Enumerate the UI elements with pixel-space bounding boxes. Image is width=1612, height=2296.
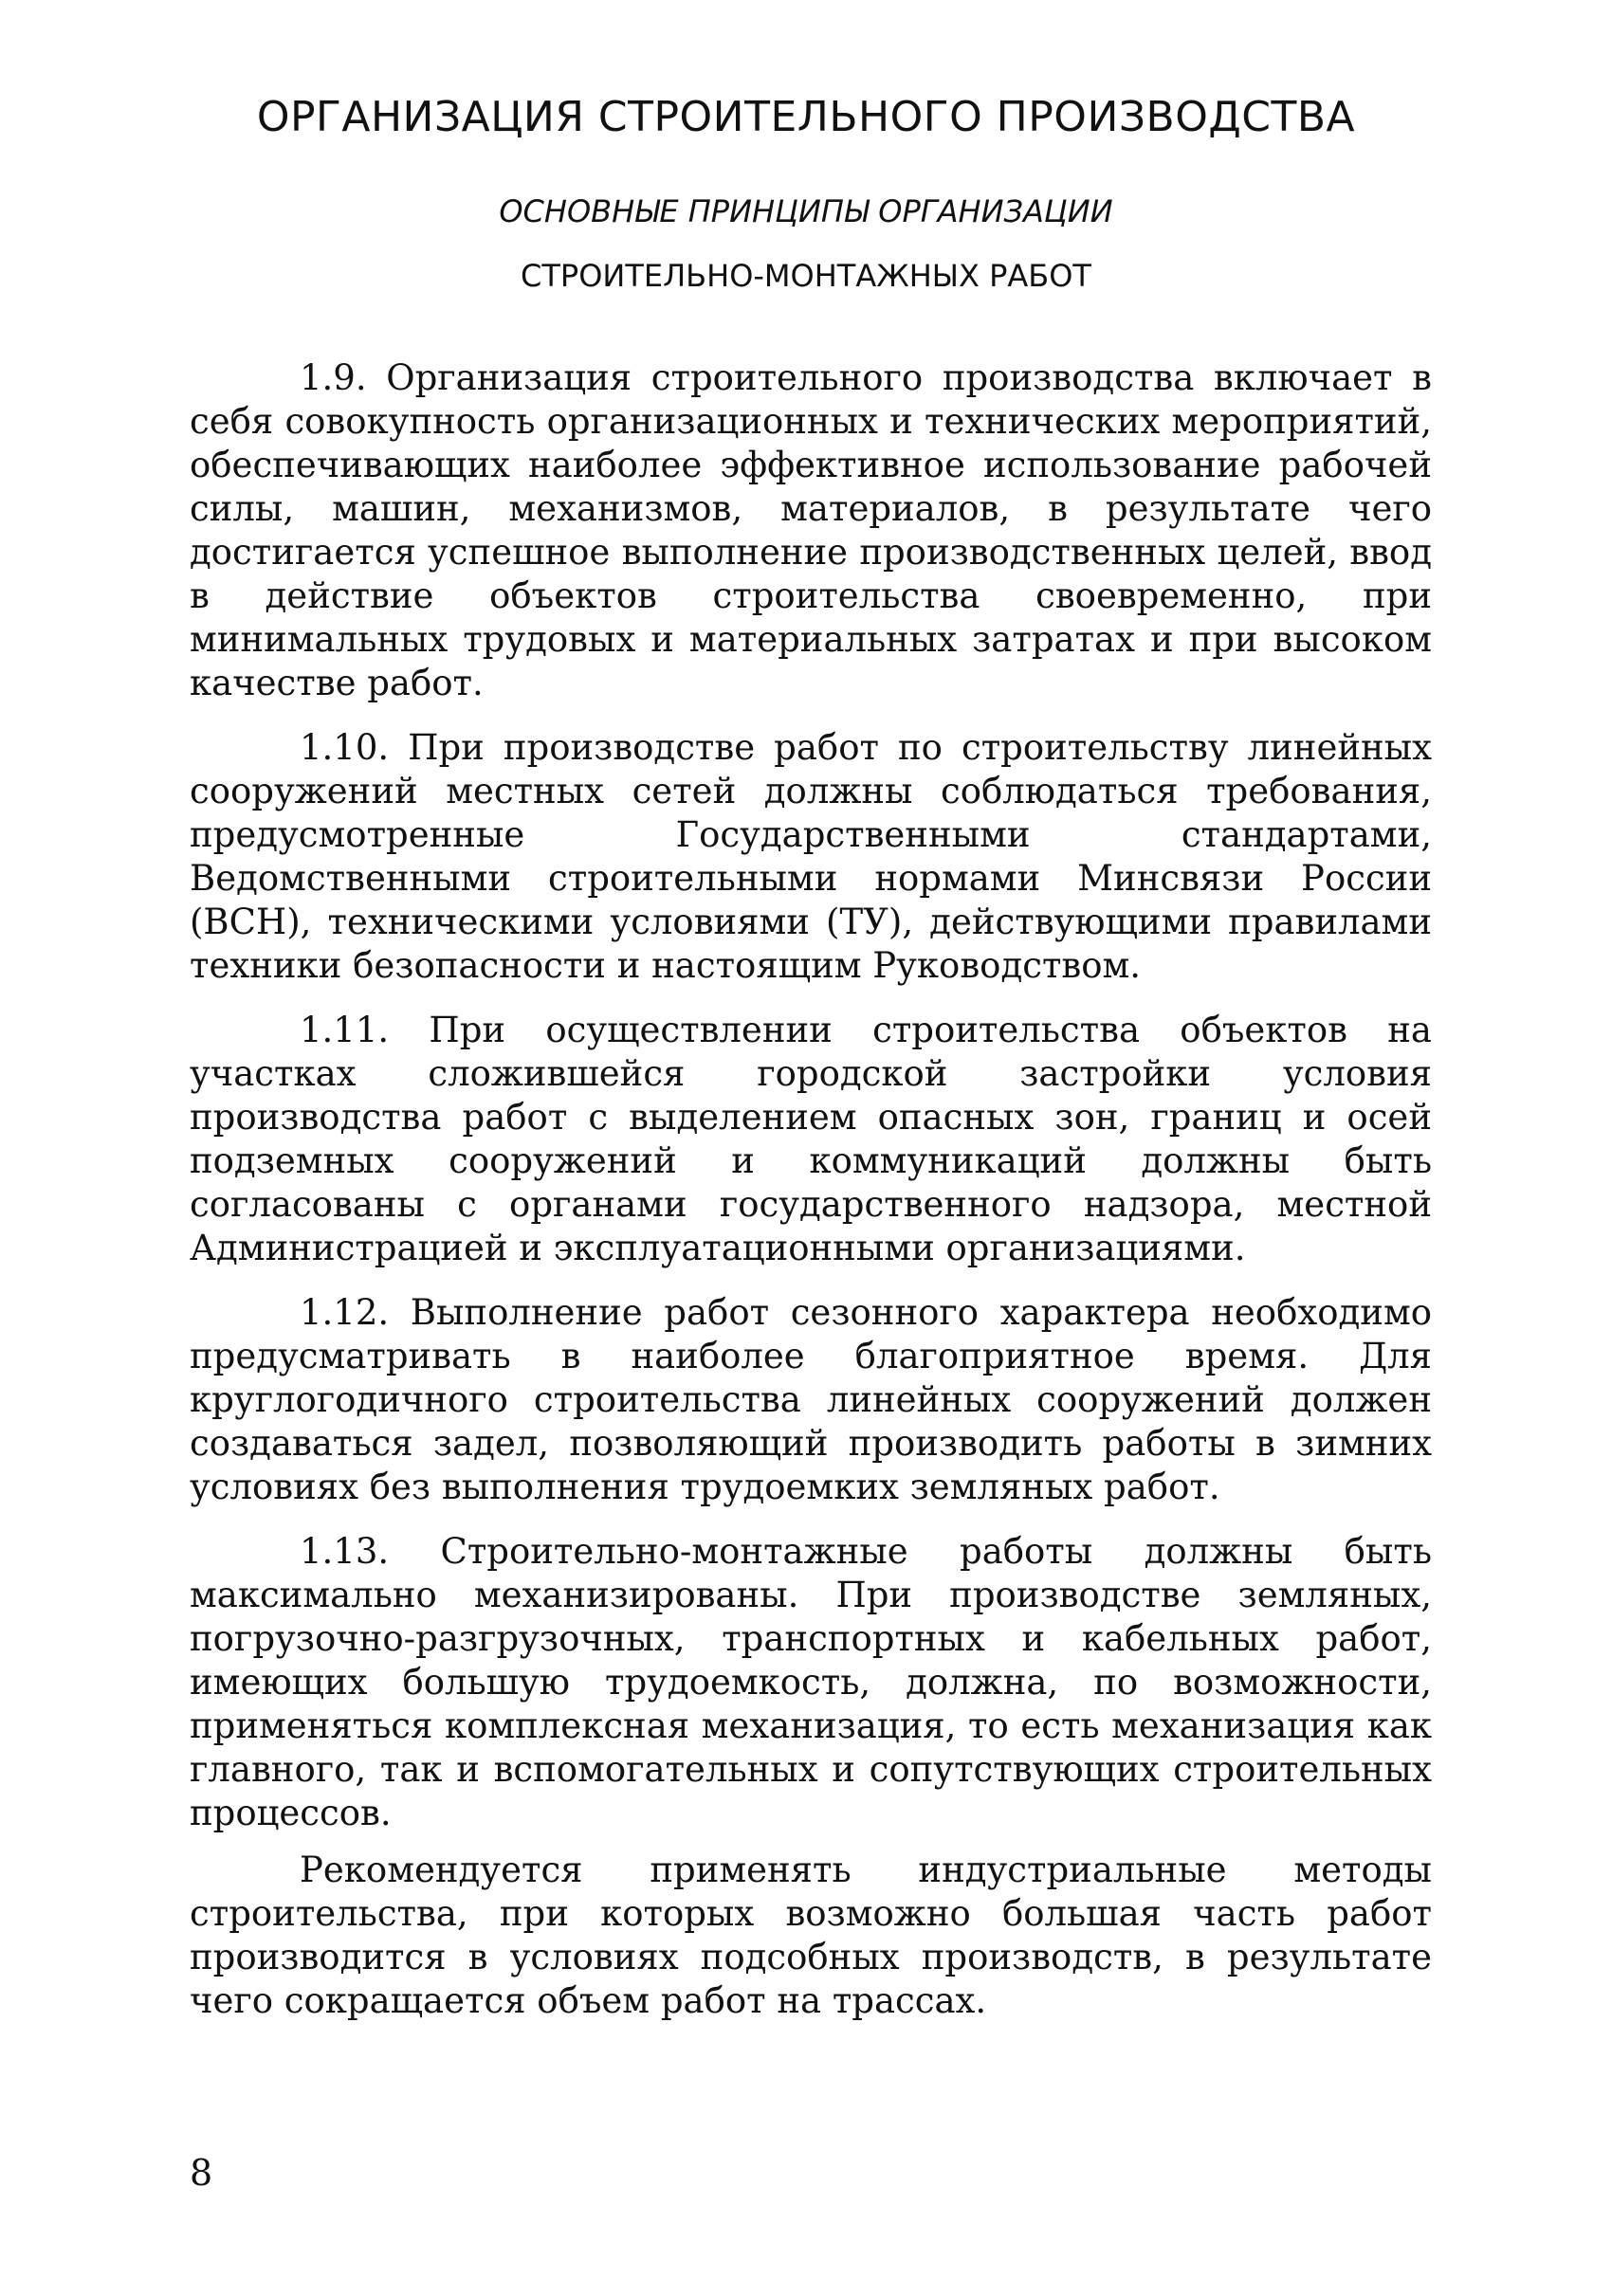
- page-title: ОРГАНИЗАЦИЯ СТРОИТЕЛЬНОГО ПРОИЗВОДСТВА: [256, 93, 1356, 141]
- paragraph-1-12: 1.12. Выполнение работ сезонного характера необходимо предусматривать в наиболее благоприятное время. Для круглогодичного строительства линейных сооружений должен создаваться задел, позволяющий производить работы в зимних условиях без выполнения трудоемких земляных работ.: [190, 1292, 1432, 1507]
- page-number: 8: [190, 2152, 213, 2194]
- paragraph-1-11: 1.11. При осуществлении строительства объектов на участках сложившейся городской застройки условия производства работ с выделением опасных зон, границ и осей подземных сооружений и коммуникаций должны быть согласованы с органами государственного надзора, местной Администрацией и эксплуатационными организациями.: [190, 1010, 1432, 1268]
- paragraph-1-10: 1.10. При производстве работ по строительству линейных сооружений местных сетей должны соблюдаться требования, предусмотренные Государственными стандартами, Ведомственными строительными нормами Минсвязи России (ВСН), техническими условиями (ТУ), действующими правилами техники безопасности и настоящим Руководством.: [190, 727, 1432, 986]
- section-subtitle-line-2: СТРОИТЕЛЬНО-МОНТАЖНЫХ РАБОТ: [521, 258, 1091, 294]
- document-body: [190, 356, 1432, 2044]
- section-subtitle-line-1: ОСНОВНЫЕ ПРИНЦИПЫ ОРГАНИЗАЦИИ: [499, 193, 1113, 229]
- paragraph-recommendation: Рекомендуется применять индустриальные методы строительства, при которых возможно большая часть работ производится в условиях подсобных производств, в результате чего сокращается объем работ на трассах.: [190, 1850, 1432, 2021]
- paragraph-1-9: 1.9. Организация строительного производства включает в себя совокупность организационных и технических мероприятий, обеспечивающих наиболее эффективное использование рабочей силы, машин, механизмов, материалов, в результате чего достигается успешное выполнение производственных целей, ввод в действие объектов строительства своевременно, при минимальных трудовых и материальных затратах и при высоком качестве работ.: [190, 357, 1432, 703]
- paragraph-1-13: 1.13. Строительно-монтажные работы должны быть максимально механизированы. При производстве земляных, погрузочно-разгрузочных, транспортных и кабельных работ, имеющих большую трудоемкость, должна, по возможности, применяться комплексная механизация, то есть механизация как главного, так и вспомогательных и сопутствующих строительных процессов.: [190, 1531, 1432, 1833]
